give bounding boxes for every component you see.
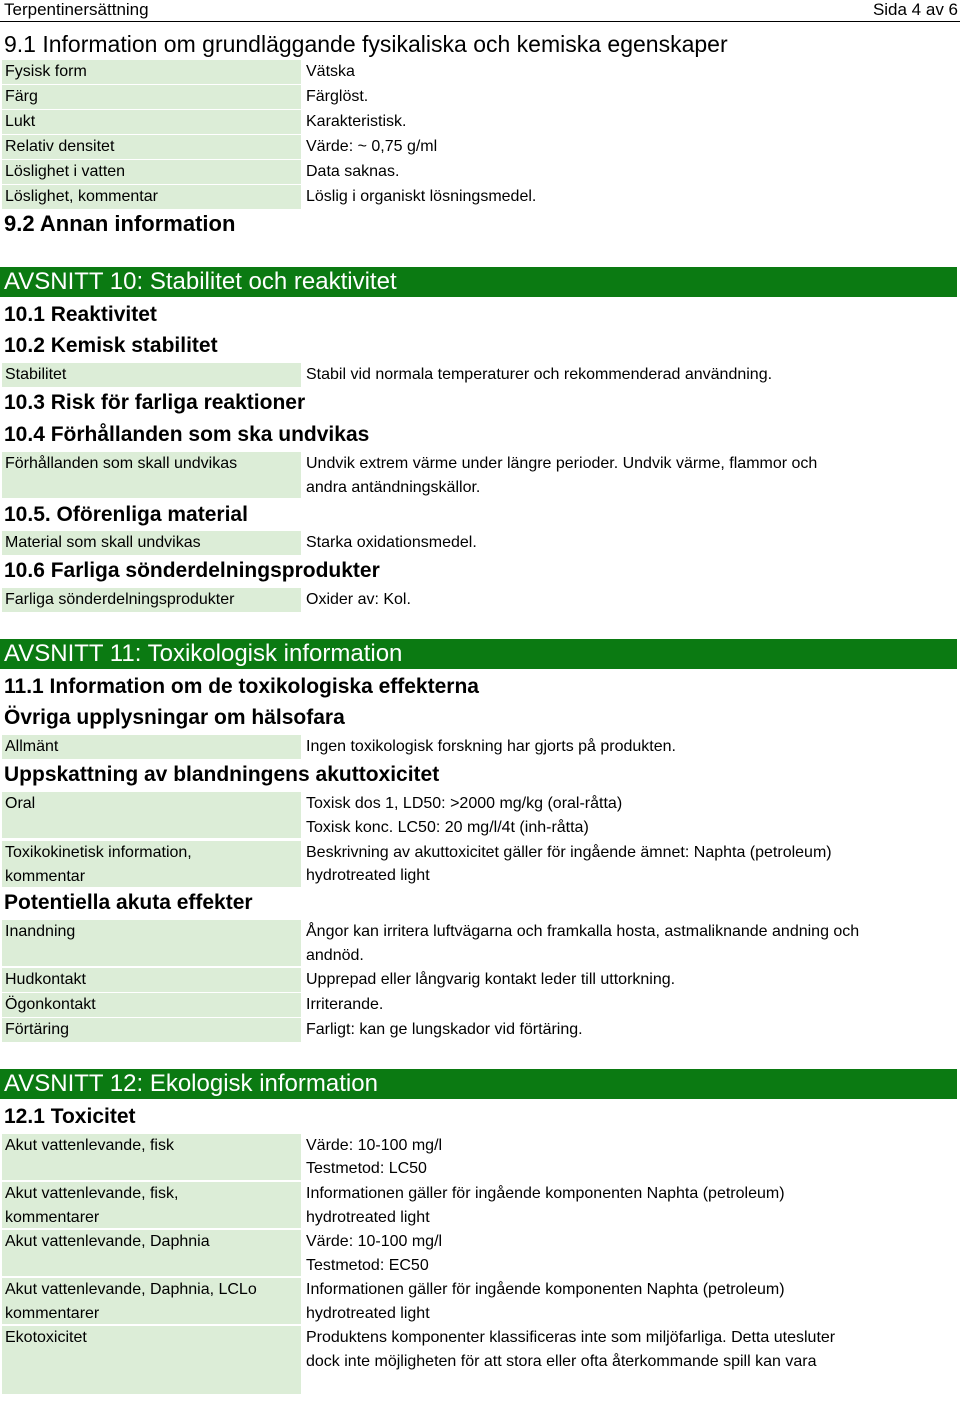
page-header bbox=[0, 0, 960, 22]
value-decomposition: Oxider av: Kol. bbox=[306, 591, 411, 608]
label-general: Allmänt bbox=[2, 735, 301, 759]
value-stability: Stabil vid normala temperaturer och rekommenderad användning. bbox=[306, 366, 773, 383]
label-stability: Stabilitet bbox=[2, 363, 301, 387]
heading-11-1: 11.1 Information om de toxikologiska effekterna bbox=[4, 675, 479, 698]
value-odor: Karakteristisk. bbox=[306, 113, 407, 130]
value-ingestion: Farligt: kan ge lungskador vid förtäring. bbox=[306, 1021, 583, 1038]
value-fish-line2: Testmetod: LC50 bbox=[306, 1160, 427, 1177]
heading-10-3: 10.3 Risk för farliga reaktioner bbox=[4, 391, 306, 414]
value-toxicokinetic-line2: hydrotreated light bbox=[306, 867, 430, 884]
heading-10-5: 10.5. Oförenliga material bbox=[4, 503, 248, 526]
value-solubility-comment: Löslig i organiskt lösningsmedel. bbox=[306, 188, 537, 205]
value-solubility-water: Data saknas. bbox=[306, 163, 400, 180]
label-fish-comments bbox=[2, 1182, 301, 1228]
value-inhalation-line2: andnöd. bbox=[306, 947, 364, 964]
value-fish-line1: Värde: 10-100 mg/l bbox=[306, 1137, 443, 1154]
label-color: Färg bbox=[2, 85, 301, 109]
label-materials: Material som skall undvikas bbox=[2, 531, 301, 555]
section-10-bar bbox=[0, 267, 957, 297]
value-physical-form: Vätska bbox=[306, 63, 355, 80]
value-fish-comments-line1: Informationen gäller för ingående komponenten Naphta (petroleum) bbox=[306, 1185, 785, 1202]
label-fish: Akut vattenlevande, fisk bbox=[2, 1134, 301, 1180]
label-solubility-comment: Löslighet, kommentar bbox=[2, 185, 301, 209]
label-ingestion: Förtäring bbox=[2, 1018, 301, 1042]
heading-10-2: 10.2 Kemisk stabilitet bbox=[4, 334, 218, 357]
heading-9-1: 9.1 Information om grundläggande fysikaliska och kemiska egenskaper bbox=[4, 31, 728, 57]
label-eye-contact: Ögonkontakt bbox=[2, 993, 301, 1017]
label-inhalation: Inandning bbox=[2, 920, 301, 966]
value-eye-contact: Irriterande. bbox=[306, 996, 384, 1013]
label-toxicokinetic bbox=[2, 841, 301, 887]
heading-10-1: 10.1 Reaktivitet bbox=[4, 303, 157, 326]
section-10-title: AVSNITT 10: Stabilitet och reaktivitet bbox=[4, 268, 397, 295]
label-decomposition: Farliga sönderdelningsprodukter bbox=[2, 588, 301, 612]
value-oral-line1: Toxisk dos 1, LD50: >2000 mg/kg (oral-råtta) bbox=[306, 795, 623, 812]
section-12-title: AVSNITT 12: Ekologisk information bbox=[4, 1070, 378, 1097]
label-oral: Oral bbox=[2, 792, 301, 838]
value-daphnia-comments-line1: Informationen gäller för ingående komponenten Naphta (petroleum) bbox=[306, 1281, 785, 1298]
value-relative-density: Värde: ~ 0,75 g/ml bbox=[306, 138, 438, 155]
value-ecotoxicity-line2: dock inte möjligheten för att stora eller ofta återkommande spill kan vara bbox=[306, 1353, 817, 1370]
page-number: Sida 4 av 6 bbox=[872, 0, 958, 19]
label-ecotoxicity: Ekotoxicitet bbox=[2, 1326, 301, 1394]
label-relative-density: Relativ densitet bbox=[2, 135, 301, 159]
value-general: Ingen toxikologisk forskning har gjorts på produkten. bbox=[306, 738, 676, 755]
value-ecotoxicity-line1: Produktens komponenter klassificeras inte som miljöfarliga. Detta utesluter bbox=[306, 1329, 836, 1346]
heading-10-4: 10.4 Förhållanden som ska undvikas bbox=[4, 423, 370, 446]
label-toxicokinetic-line2: kommentar bbox=[5, 868, 86, 885]
section-12-bar bbox=[0, 1069, 957, 1099]
value-conditions-line1: Undvik extrem värme under längre perioder. Undvik värme, flammor och bbox=[306, 455, 818, 472]
label-skin-contact: Hudkontakt bbox=[2, 968, 301, 992]
label-daphnia-comments-line1: Akut vattenlevande, Daphnia, LCLo bbox=[5, 1281, 257, 1298]
value-daphnia-line1: Värde: 10-100 mg/l bbox=[306, 1233, 443, 1250]
heading-9-2: 9.2 Annan information bbox=[4, 211, 236, 236]
heading-10-6: 10.6 Farliga sönderdelningsprodukter bbox=[4, 559, 380, 582]
heading-other-health: Övriga upplysningar om hälsofara bbox=[4, 706, 345, 729]
section-11-title: AVSNITT 11: Toxikologisk information bbox=[4, 640, 403, 667]
value-toxicokinetic-line1: Beskrivning av akuttoxicitet gäller för ingående ämnet: Naphta (petroleum) bbox=[306, 844, 832, 861]
label-daphnia-comments-line2: kommentarer bbox=[5, 1305, 100, 1322]
document-title: Terpentinersättning bbox=[4, 0, 149, 19]
heading-acute-toxicity: Uppskattning av blandningens akuttoxicitet bbox=[4, 763, 440, 786]
value-color: Färglöst. bbox=[306, 88, 369, 105]
label-odor: Lukt bbox=[2, 110, 301, 134]
value-daphnia-line2: Testmetod: EC50 bbox=[306, 1257, 429, 1274]
label-physical-form: Fysisk form bbox=[2, 60, 301, 84]
label-daphnia: Akut vattenlevande, Daphnia bbox=[2, 1230, 301, 1276]
value-oral-line2: Toxisk konc. LC50: 20 mg/l/4t (inh-råtta) bbox=[306, 819, 589, 836]
value-inhalation-line1: Ångor kan irritera luftvägarna och framkalla hosta, astmaliknande andning och bbox=[306, 923, 860, 940]
label-conditions: Förhållanden som skall undvikas bbox=[2, 452, 301, 498]
heading-potential-effects: Potentiella akuta effekter bbox=[4, 891, 253, 914]
label-toxicokinetic-line1: Toxikokinetisk information, bbox=[5, 844, 192, 861]
value-materials: Starka oxidationsmedel. bbox=[306, 534, 477, 551]
label-fish-comments-line2: kommentarer bbox=[5, 1209, 100, 1226]
value-conditions-line2: andra antändningskällor. bbox=[306, 479, 481, 496]
label-fish-comments-line1: Akut vattenlevande, fisk, bbox=[5, 1185, 179, 1202]
label-daphnia-comments bbox=[2, 1278, 301, 1324]
value-daphnia-comments-line2: hydrotreated light bbox=[306, 1305, 430, 1322]
heading-12-1: 12.1 Toxicitet bbox=[4, 1105, 136, 1128]
value-skin-contact: Upprepad eller långvarig kontakt leder till uttorkning. bbox=[306, 971, 676, 988]
value-fish-comments-line2: hydrotreated light bbox=[306, 1209, 430, 1226]
section-11-bar bbox=[0, 639, 957, 669]
label-solubility-water: Löslighet i vatten bbox=[2, 160, 301, 184]
